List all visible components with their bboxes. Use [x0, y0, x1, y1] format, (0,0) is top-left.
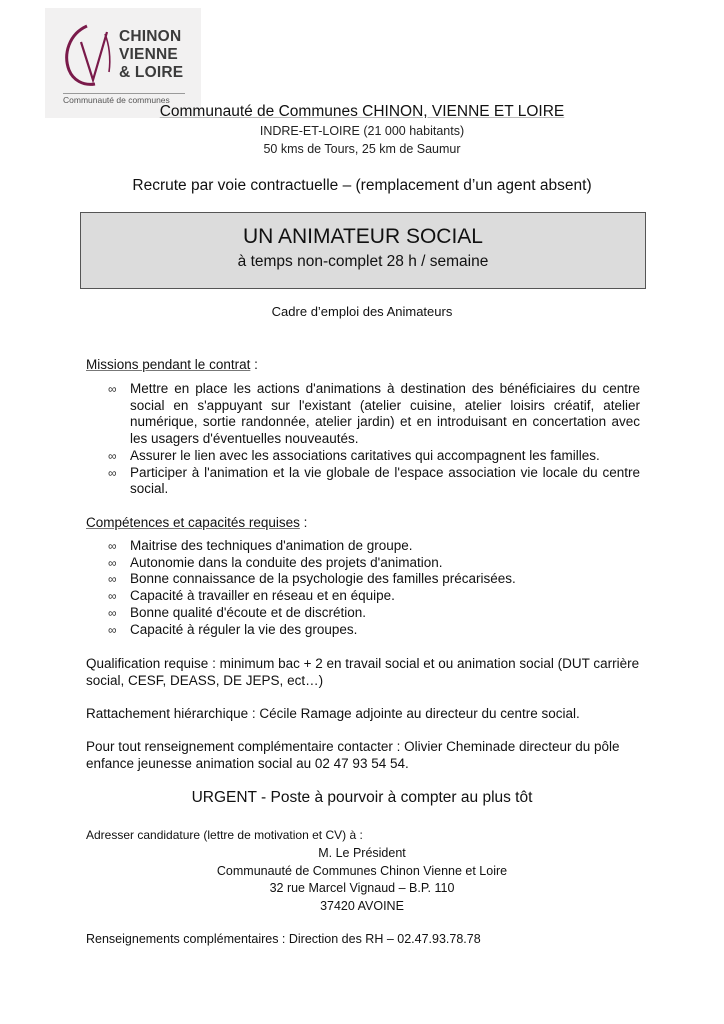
list-item [86, 465, 640, 498]
qualification-paragraph: Qualification requise : minimum bac + 2 en travail social et ou animation social (DUT carrière social, CESF, DEASS, DE JEPS, ect…) [86, 656, 640, 688]
bullet-icon: ∞ [108, 448, 117, 463]
logo-subtitle: Communauté de communes [63, 93, 185, 105]
hierarchy-paragraph: Rattachement hiérarchique : Cécile Ramage adjointe au directeur du centre social. [86, 706, 580, 721]
logo-line-2: VIENNE [119, 46, 178, 63]
application-intro: Adresser candidature (lettre de motivation et CV) à : [86, 828, 363, 842]
list-item [86, 571, 640, 588]
list-item-text: Participer à l'animation et la vie globale de l'espace association vie locale du centre social. [130, 464, 640, 497]
list-item-text: Assurer le lien avec les associations caritatives qui accompagnent les familles. [130, 447, 600, 463]
hr-contact: Renseignements complémentaires : Direction des RH – 02.47.93.78.78 [86, 932, 481, 946]
application-recipient: M. Le Président [318, 846, 406, 860]
job-schedule: à temps non-complet 28 h / semaine [237, 253, 489, 270]
skills-list [86, 538, 640, 638]
application-street: 32 rue Marcel Vignaud – B.P. 110 [269, 881, 455, 895]
list-item-text: Bonne qualité d'écoute et de discrétion. [130, 604, 366, 620]
bullet-icon: ∞ [108, 622, 117, 637]
list-item [86, 381, 640, 448]
list-item [86, 538, 640, 555]
job-title: UN ANIMATEUR SOCIAL [243, 225, 483, 248]
list-item-text: Capacité à travailler en réseau et en équipe. [130, 588, 395, 604]
logo-line-3: & LOIRE [119, 64, 184, 81]
logo-text [119, 28, 183, 82]
bullet-icon: ∞ [108, 382, 117, 396]
organization-title: Communauté de Communes CHINON, VIENNE ET LOIRE [159, 103, 565, 120]
list-item [86, 605, 640, 622]
application-address [0, 845, 724, 915]
region-line: INDRE-ET-LOIRE (21 000 habitants) [259, 124, 465, 138]
missions-heading-label: Missions pendant le contrat [86, 357, 251, 372]
missions-list [86, 381, 640, 498]
distance-line: 50 kms de Tours, 25 km de Saumur [263, 142, 461, 156]
list-item-text: Mettre en place les actions d'animations à destination des bénéficiaires du centre social en s'appuyant sur l'existant (atelier cuisine, atelier loisirs créatif, atelier numérique, sortie randonnée, atelier jardin) et en introduisant en concertation avec les usagers d'éventuelles nouveautés. [130, 381, 640, 447]
list-item [86, 555, 640, 572]
job-framework: Cadre d’emploi des Animateurs [271, 304, 453, 319]
job-title-box [80, 212, 646, 289]
logo-mark-icon [59, 24, 115, 90]
bullet-icon: ∞ [108, 572, 117, 587]
bullet-icon: ∞ [108, 589, 117, 604]
application-city: 37420 AVOINE [320, 898, 404, 913]
skills-heading-label: Compétences et capacités requises [86, 515, 300, 530]
missions-heading-suffix: : [250, 357, 258, 372]
skills-heading-suffix: : [299, 515, 308, 530]
list-item-text: Maitrise des techniques d'animation de groupe. [130, 538, 413, 553]
bullet-icon: ∞ [108, 605, 117, 620]
logo-line-1: CHINON [119, 28, 182, 45]
contact-paragraph: Pour tout renseignement complémentaire contacter : Olivier Cheminade directeur du pôle enfance jeunesse animation social au 02 47 93 54 54. [86, 739, 620, 771]
logo [45, 8, 201, 118]
skills-heading [86, 515, 307, 530]
bullet-icon: ∞ [108, 555, 117, 570]
application-organization: Communauté de Communes Chinon Vienne et Loire [216, 863, 508, 878]
list-item [86, 588, 640, 605]
list-item-text: Bonne connaissance de la psychologie des familles précarisées. [130, 571, 516, 587]
bullet-icon: ∞ [108, 465, 117, 480]
recruitment-line: Recrute par voie contractuelle – (remplacement d’un agent absent) [132, 177, 592, 194]
urgent-notice: URGENT - Poste à pourvoir à compter au plus tôt [191, 789, 533, 806]
list-item-text: Autonomie dans la conduite des projets d'animation. [130, 554, 443, 570]
list-item-text: Capacité à réguler la vie des groupes. [130, 621, 358, 637]
missions-heading [86, 357, 258, 372]
list-item [86, 448, 640, 465]
list-item [86, 622, 640, 639]
bullet-icon: ∞ [108, 539, 117, 553]
